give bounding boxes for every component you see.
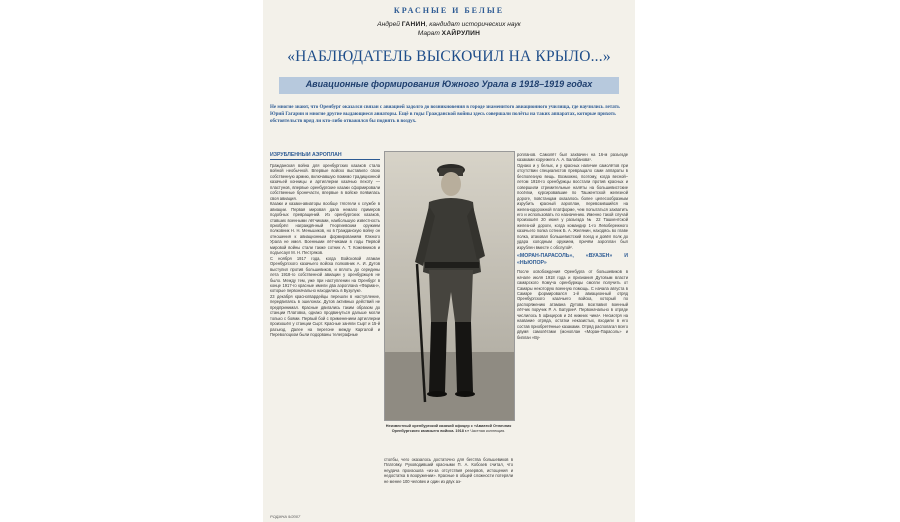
paragraph: столбы, чего оказалось достаточно для бегства большевиков в Платовку. Руководивший красными П. А. Кобозев считал, что неудача произошла «из-за отсутствия резервов, истощения и недостатка в вооружении». Красные в общей сложности потеряли не менее 100 человек и один из двух аэ- bbox=[384, 457, 513, 484]
photo-caption bbox=[384, 424, 513, 434]
text-column-left bbox=[270, 152, 380, 516]
author-first-name: Марат bbox=[417, 29, 440, 37]
author-line bbox=[263, 21, 635, 30]
text-column-right bbox=[517, 152, 628, 516]
section-heading: ИЗРУБЛЕННЫЙ АЭРОПЛАН bbox=[270, 152, 380, 160]
paragraph: С ноября 1917 года, когда Войсковой атаман Оренбургского казачьего войска полковник А. И. Дутов выступил против большевиков, и вплоть до середины лета 1918-го собственной авиации у оренбуржцев не было. Между тем, уже при наступлении на Оренбург в конце 1917-го красные имели два аэроплана «Фарман», которые первоначально находились в Бузулуке. bbox=[270, 255, 380, 294]
photo-caption-source: Частная коллекция. bbox=[469, 429, 506, 433]
author-title: , кандидат исторических наук bbox=[425, 21, 521, 28]
rubric: КРАСНЫЕ И БЕЛЫЕ bbox=[393, 6, 505, 15]
page-footer: РОДИНА 9/2007 bbox=[270, 514, 301, 519]
lead-paragraph: Не многие знают, что Оренбург оказался связан с авиацией задолго до возникновения в городе знаменитого авиационного училища, где научились летать Юрий Гагарин и многие другие выдающиеся авиаторы. Ещё в годы Гражданской войны здесь совершали полёты на таких аппаратах, которые прихоть обстоятельств вряд ли кто-либо отважился бы поднять в воздух. bbox=[270, 105, 620, 124]
authors bbox=[263, 21, 635, 38]
paragraph: ропланов. Самолёт был захвачен на 16-м разъезде казаками хорунжего А. А. Балабанова¹. bbox=[517, 152, 628, 163]
author-surname: ХАЙРУЛИН bbox=[441, 29, 481, 37]
magazine-page bbox=[263, 0, 635, 522]
author-surname: ГАНИН bbox=[401, 21, 426, 28]
photo-caption-bold: Неизвестный оренбургский казачий офицер с «Авиатой Отличник Оренбургского казачьего войска. 1918 г.» bbox=[385, 424, 512, 433]
paragraph: Казаки и казаки-авиаторы вообще тяготели к службе в авиации. Первая мировая дала немало примеров подобных превращений. Из оренбургских казаков, ставших военными лётчиками, наибольшую известность приобрёл награждённый Георгиевским оружием полковник Н. Н. Меньшиков, но в Гражданскую войну он отношения к авиационным формированиям Южного Урала не имел. Военными лётчиками в годы Первой мировой войны стали также сотник А. Т. Кожевников и подъесаул М. Н. Пестряков. bbox=[270, 201, 380, 256]
section-heading: «МОРАН-ПАРАСОЛЬ», «ВУАЗЕН» И «НЬЮПОР» bbox=[517, 253, 628, 266]
officer-photo bbox=[384, 151, 515, 421]
text-column-middle bbox=[384, 457, 513, 517]
paragraph: Гражданская война для оренбургских казаков стала войной необычной. Впервые войско выставило свою собственную армию, включавшую помимо традиционной казачьей конницы и артиллерии казачью пехоту — пластунов, впервые оренбургские казаки сформировали собственные бронечасти, впервые в войске появилась своя авиация. bbox=[270, 163, 380, 201]
paragraph: 23 декабря красногвардейцы перешли в наступление, передвигаясь в эшелонах. Дутов активных действий не предпринимал. Красные двигались таким образом до станции Платовка, однако продвинуться дальше могли только с боями. Первый бой с применением артиллерии произошёл у станции Сырт. Красные заняли Сырт и 15-й разъезд. Далее на перегоне между Каргалой и Переволоцком были подорваны телеграфные bbox=[270, 293, 380, 338]
paragraph: После освобождения Оренбурга от большевиков в начале июля 1918 года и признания Дутовым власти самарского Комуча оренбуржцы смогли получить от Самары некоторую военную помощь. С начала августа в Самаре формировался 1-й авиационный отряд Оренбургского казачьего войска, который по распоряжению атамана Дутова возглавил военный лётчик поручик Р. А. Батурин³. Первоначально в отряде числилось 5 офицеров и 24 нижних чина⁴. Несмотря на название отряда, остатки неказистых, входили в его состав приобретённые казаками. Отряд располагал всего двумя самолётами (моноплан «Моран-Парасоль» и биплан «Ву- bbox=[517, 269, 628, 340]
article-subtitle: Авиационные формирования Южного Урала в 1918–1919 годах bbox=[305, 79, 593, 89]
paragraph: Однако и у белых, и у красных наличие самолётов при отсутствии специалистов превращало сами аппараты в бесполезную вещь. Возможно, поэтому, когда весной–летом 1918-го оренбуржцы восстали против красных и совершили стремительные налёты на большевистские посёлки, курсировавшие по Ташкентской железной дороге, повстанцам оказалось более целесообразным изрубить красный аэроплан, перевозившийся на железнодорожной платформе, чем попытаться захватить его и использовать по назначению. Именно такой случай произошёл 20 июня у разъезда № 22 Ташкентской железной дороги, когда командир 1-го Левобережного казачьего полка сотник Б. А. Желянин, находясь во главе полка, атаковал большевистский поезд и довёл полк до удара холодным оружием, причём аэроплан был изрублен вместе с обслугой². bbox=[517, 162, 628, 250]
author-line bbox=[263, 30, 635, 39]
article-headline: «НАБЛЮДАТЕЛЬ ВЫСКОЧИЛ НА КРЫЛО...» bbox=[287, 48, 611, 65]
author-first-name: Андрей bbox=[377, 21, 400, 28]
officer-photo-image bbox=[385, 152, 514, 420]
